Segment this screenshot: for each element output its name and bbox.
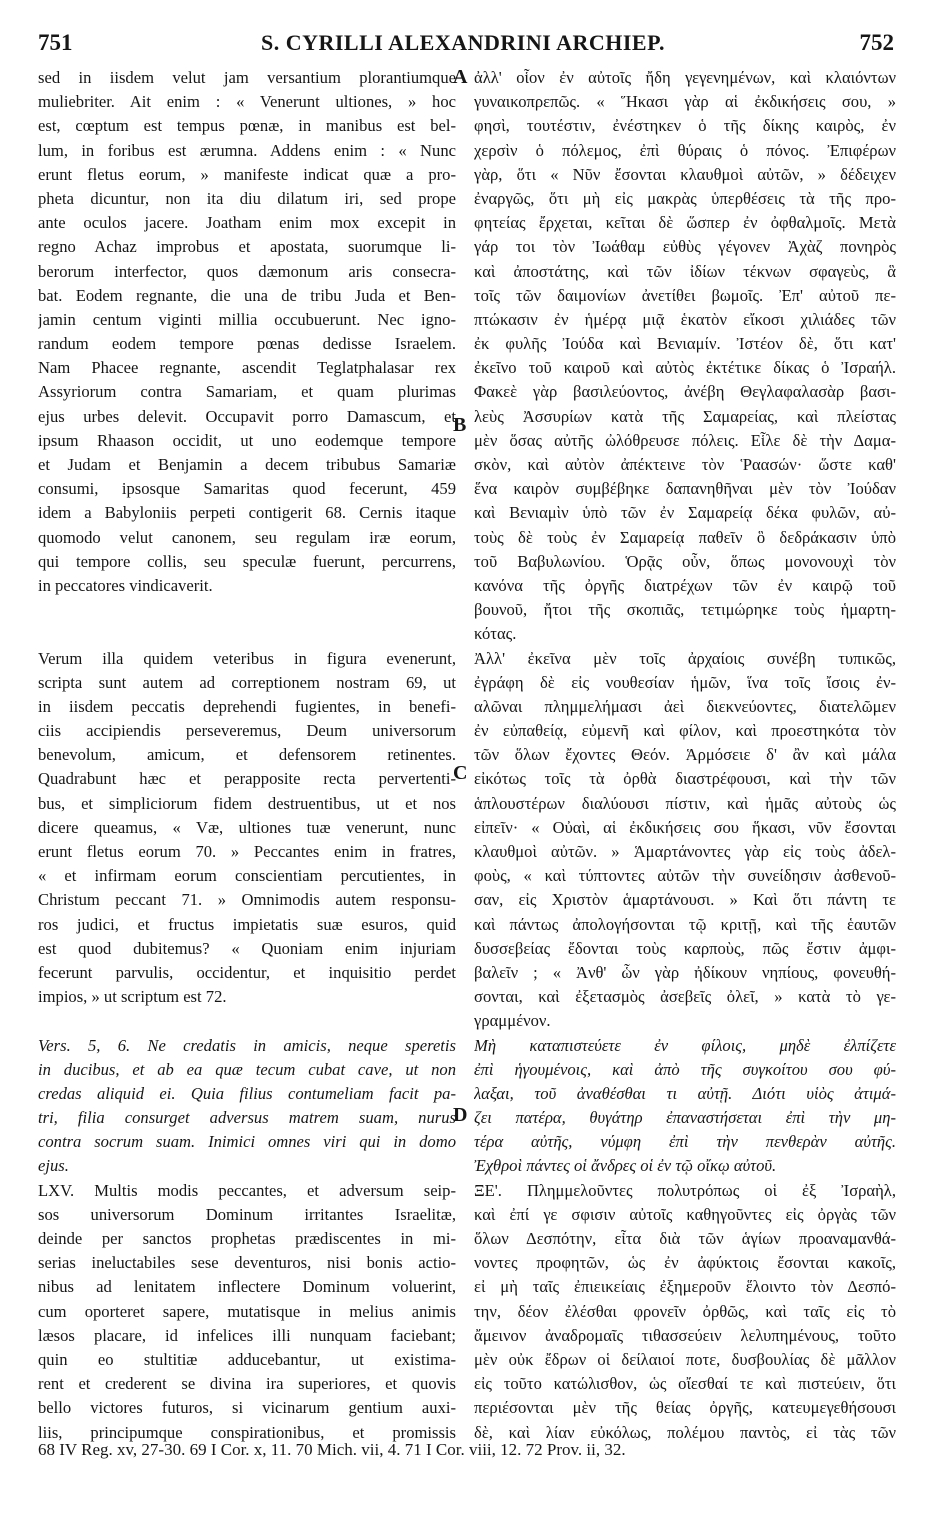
greek-text-line: ἀλλ' οἷον ἐν αὐτοῖς ἤδη γεγενημένων, καὶ κλαιόντων — [474, 68, 896, 87]
latin-text-line — [38, 622, 456, 646]
greek-text-line: εἰ μὴ ταῖς ἐπιεικείαις ἐξημεροῦν ἕλοιντο τὸν Δεσπό- — [474, 1277, 896, 1297]
margin-marker-c: C — [453, 762, 468, 784]
latin-text-line: scripta sunt autem ad correptionem nostram 69, ut — [38, 672, 456, 692]
latin-text-line: ros judici, et fructus impietatis suæ esuros, quid — [38, 914, 456, 934]
greek-text-line: γάρ τοι τὸν Ἰωάθαμ εὐθὺς γέγονεν Ἀχὰζ πονηρὸς — [474, 237, 896, 257]
greek-text-line: βουνοῦ, ἤτοι τῆς σκοπιᾶς, τετιμώρηκε τοὺς ἡμαρτη- — [474, 600, 896, 620]
margin-marker-b: B — [453, 414, 467, 436]
latin-text-line: dicere queamus, « Væ, ultiones tuæ venerunt, nunc — [38, 817, 456, 837]
greek-text-line: λαξαι, τοῦ ἀναθέσθαι τι αὐτῇ. Διότι υἱὸς ἀτιμά- — [474, 1083, 896, 1103]
latin-text-line: in peccatores vindicaverit. — [38, 575, 213, 595]
latin-text-line: Vers. 5, 6. Ne credatis in amicis, neque speretis — [38, 1035, 456, 1055]
latin-text-line: « et infirmam eorum conscientiam percutientes, in — [38, 866, 456, 886]
latin-text-line: credas aliquid ei. Quia filius contumeliam facit pa- — [38, 1083, 456, 1103]
latin-text-line: ejus urbes delevit. Occupavit porro Damascum, et — [38, 406, 456, 426]
greek-text-line: ζει πατέρα, θυγάτηρ ἐπαναστήσεται ἐπὶ τὴν μη- — [474, 1108, 896, 1128]
latin-text-line: bat. Eodem regnante, die una de tribu Juda et Ben- — [38, 285, 456, 305]
greek-text-line: εἰκότως τοῖς τὰ ὀρθὰ διαστρέφουσι, καὶ τὴν τῶν — [474, 769, 896, 789]
latin-text-line: ciis accipiendis perseveremus, Deum universorum — [38, 721, 456, 741]
greek-text-line: μὲν οὐκ ἔδρων οἱ δείλαιοί ποτε, δυσβουλίας δὲ μᾶλλον — [474, 1349, 896, 1369]
latin-text-line — [38, 598, 456, 622]
greek-text-line: αλῶναι πλημμελήμασι ἀεὶ διεκνεύοντες, διατελῶμεν — [474, 696, 896, 716]
greek-text-line: ἐκ φυλῆς Ἰούδα καὶ Βενιαμίν. Ἰστέον δὲ, ὅτι κατ' — [474, 334, 896, 354]
greek-text-line: κανόνα τῆς ὀργῆς διατρέχων τῶν ἐν καιρῷ τοῦ — [474, 575, 896, 595]
greek-text-line: Ἐχθροὶ πάντες οἱ ἄνδρες οἱ ἐν τῷ οἴκῳ αὐτοῦ. — [474, 1156, 777, 1176]
latin-text-line: est, cœptum est tempus pœnæ, in manibus est bel- — [38, 116, 456, 136]
latin-text-line: nibus ad lenitatem inflectere Dominum voluerint, — [38, 1277, 456, 1297]
greek-text-line: τοὺς δὲ τοὺς ἐν Σαμαρείᾳ παθεῖν ὃ δεδράκασιν ὑπὸ — [474, 527, 896, 547]
greek-text-line: χερσὶν ὁ πόλεμος, ἐπὶ θύραις ὁ πόνος. Ἐπιφέρων — [474, 140, 896, 160]
greek-text-line: ΞΕ'. Πλημμελοῦντες πολυτρόπως οἱ ἐξ Ἰσραὴλ, — [474, 1180, 896, 1200]
latin-text-line: fecerunt parvulis, occidentur, et inquisitio perdet — [38, 962, 456, 982]
greek-text-line: καὶ πάντως ἀπολογήσονται τῷ κριτῇ, καὶ τῆς ἑαυτῶν — [474, 914, 896, 934]
latin-text-line: tri, filia consurget adversus matrem suam, nurus — [38, 1108, 456, 1128]
latin-text-line: ante oculos jacere. Joatham enim mox excepit in — [38, 213, 456, 233]
latin-text-line: est quod dubitemus? « Quoniam enim injuriam — [38, 938, 456, 958]
latin-text-line: deinde per sanctos prophetas prædiscentes in mi- — [38, 1229, 456, 1248]
greek-text-line: τῶν ὅλων ἔχοντες Θεόν. Ἁρμόσειε δ' ἂν καὶ μάλα — [474, 745, 896, 765]
greek-text-line: καὶ ἀποστάτης, καὶ τῶν ἰδίων τέκνων σφαγεὺς, ἃ — [474, 261, 896, 281]
latin-text-line: ejus. — [38, 1156, 69, 1176]
latin-text-line: sos universorum Dominum irritantes Israelitæ, — [38, 1204, 456, 1224]
greek-text-line: ἁπλουστέρων διαλύουσι πίστιν, καὶ ἡμᾶς αὐτοὺς ὡς — [474, 793, 896, 813]
greek-text-line: κότας. — [474, 624, 517, 644]
latin-text-line: bello victores futuros, si vicinarum gentium auxi- — [38, 1398, 456, 1418]
greek-text-line: ἐναργῶς, ὅτι μὴ εἰς μακρὰς ὑπερθέσεις τὰ τῆς προ- — [474, 188, 896, 208]
greek-text-line: τοῖς τῶν δαιμονίων ἀνετίθει βωμοῖς. Ἐπ' αὐτοῦ πε- — [474, 285, 896, 305]
greek-text-line: φοὺς, « καὶ τύπτοντες αὐτῶν τὴν συνείδησιν ἀσθενοῦ- — [474, 866, 896, 886]
latin-text-line: quin eo stultitiæ adducebantur, ut existima- — [38, 1349, 456, 1369]
latin-text-line: erunt fletus eorum 70. » Peccantes enim in fratres, — [38, 842, 456, 861]
greek-text-line: τοῦ Βαβυλωνίου. Ὁρᾷς οὖν, ὅπως μονονουχὶ τὸν — [474, 551, 896, 571]
greek-text-line: σονται, καὶ ἐξετασμὸς ἀσεβεῖς ὀλεῖ, » κατὰ τὸ γε- — [474, 987, 896, 1007]
greek-text-line: νοντες προφητῶν, ὡς ἐν ἀφύκτοις ἔσονται κακοῖς, — [474, 1253, 896, 1273]
latin-text-line: bus, et simpliciorum fidem destruentibus, ut et nos — [38, 793, 456, 813]
latin-text-line: Assyriorum contra Samariam, et quam plurimas — [38, 382, 456, 402]
greek-text-line: εἰς τοῦτο κατώλισθον, ὡς οἴεσθαί τε καὶ πιστεύειν, ὅτι — [474, 1374, 896, 1394]
latin-text-line: pheta dicuntur, non ita diu dilatum iri, sed prope — [38, 188, 456, 208]
latin-text-line: læsos placare, id infelices illi nunquam faciebant; — [38, 1325, 456, 1345]
latin-text-line: serias ineluctabiles sese deventuros, nisi bonis actio- — [38, 1253, 456, 1273]
latin-text-line: erunt fletus eorum, » manifeste indicat quæ a pro- — [38, 164, 456, 184]
running-header — [0, 28, 926, 62]
greek-text-line: Φακεὲ γὰρ βασιλεύοντος, ἀνέβη Θεγλαφαλασὰρ βασι- — [474, 382, 896, 402]
latin-text-line: Quadrabunt hæc et perapposite recta pervertenti- — [38, 769, 456, 789]
latin-text-line: Verum illa quidem veteribus in figura evenerunt, — [38, 648, 456, 668]
latin-text-line: benevolum, amicum, et defensorem retinentes. — [38, 745, 456, 765]
latin-text-line: berorum interfector, quos dæmonum aris consecra- — [38, 261, 456, 281]
greek-text-line: Μὴ καταπιστεύετε ἐν φίλοις, μηδὲ ἐλπίζετε — [474, 1035, 896, 1055]
greek-text-line: ἕνα καιρὸν συμβέβηκε δαπανηθῆναι μὲν τὸν Ἰούδαν — [474, 479, 896, 499]
greek-text-line: γραμμένον. — [474, 1011, 551, 1031]
latin-text-line: lum, in foribus est ærumna. Addens enim : « Nunc — [38, 140, 456, 160]
greek-text-line: ὅλων Δεσπότην, εἶτα διὰ τῶν ἁγίων προαναμανθά- — [474, 1229, 896, 1248]
greek-text-line: ἄμεινον ἀναδρομαῖς τιθασσεύειν λελυπημένους, τοῦτο — [474, 1325, 896, 1345]
greek-text-line: δὲ, καὶ λίαν εὐκόλως, πολέμου παντὸς, εἰ τὰς τῶν — [474, 1422, 896, 1442]
latin-text-line — [38, 1009, 456, 1033]
latin-text-line: muliebriter. Ait enim : « Venerunt ultiones, » hoc — [38, 92, 456, 112]
latin-text-line: rent et crederent se divina ira superiores, et quovis — [38, 1374, 456, 1394]
latin-text-line: regno Achaz improbus et apostata, suorumque li- — [38, 237, 456, 257]
greek-text-line: ἐκεῖνο τοῦ καιροῦ καὶ αὐτὸς ἐκτέτικε δίκας ὁ Ἰσραήλ. — [474, 358, 896, 378]
greek-text-line: καὶ ἐπί γε σφισιν αὐτοῖς καθηγοῦντες εἰς ὀργὰς τῶν — [474, 1204, 896, 1224]
latin-text-line: cum oporteret sapere, mutatisque in melius animis — [38, 1301, 456, 1321]
latin-text-line: in iisdem peccatis deprehendi fugientes, in benefi- — [38, 696, 456, 716]
greek-text-line: φησὶ, τουτέστιν, ἐνέστηκεν ὁ τῆς δίκης καιρὸς, ἐν — [474, 116, 896, 136]
latin-text-line: randum eodem tempore pœnas dedisse Israelem. — [38, 334, 456, 354]
latin-text-line: contra socrum suam. Inimici omnes viri qui in domo — [38, 1132, 456, 1152]
greek-text-line: φητείας ἔρχεται, κεῖται δὲ ὥσπερ ἐν ὀφθαλμοῖς. Μετὰ — [474, 213, 896, 233]
greek-text-line: ἐπὶ ἡγουμένοις, καὶ ἀπὸ τῆς συγκοίτου σου φύ- — [474, 1059, 896, 1079]
greek-text-line: γὰρ, ὅτι « Νῦν ἔσονται κλαυθμοὶ αὐτῶν, » δέδειχεν — [474, 164, 896, 184]
greek-text-line: ἐν εὐπαθείᾳ, εὐμενῆ καὶ φίλον, καὶ προεστηκότα τὸν — [474, 721, 896, 741]
greek-text-line: σκὸν, καὶ αὐτὸν ἀπέκτεινε τὸν Ῥαασών· ὥστε καθ' — [474, 455, 896, 474]
greek-text-line: καὶ Βενιαμὶν ὑπὸ τῶν ἐν Σαμαρείᾳ δέκα φυλῶν, αὐ- — [474, 503, 896, 523]
greek-text-line: εἰπεῖν· « Οὐαὶ, αἱ ἐκδικήσεις σου ἥκασι, νῦν ἔσονται — [474, 817, 896, 837]
latin-text-line: LXV. Multis modis peccantes, et adversum seip- — [38, 1180, 456, 1200]
latin-text-line: idem a Babyloniis perpeti contigerit 68. Cernis itaque — [38, 503, 456, 523]
latin-text-line: consumi, ipsosque Samaritas quod fecerunt, 459 — [38, 479, 456, 499]
footnotes: 68 IV Reg. xv, 27-30. 69 I Cor. x, 11. 70 Mich. vii, 4. 71 I Cor. viii, 12. 72 Prov. ii, 32. — [38, 1440, 626, 1459]
greek-text-line: την, δέον ἐλέσθαι φρονεῖν ὀρθῶς, καὶ ταῖς εἰς τὸ — [474, 1301, 896, 1321]
greek-text-line: κλαυθμοὶ αὐτῶν. » Ἁμαρτάνοντες γὰρ εἰς τοὺς ἀδελ- — [474, 842, 896, 861]
latin-text-line: ipsum Rhaason occidit, ut uno eodemque tempore — [38, 430, 456, 450]
greek-text-line: ἐγράφη δὲ εἰς νουθεσίαν ἡμῶν, ἵνα τοῖς ἴσοις ἐν- — [474, 672, 896, 692]
latin-text-line: in ducibus, et ab ea quæ tecum cubat cave, ut non — [38, 1059, 456, 1079]
latin-text-line: liis, principumque conspirationibus, et promissis — [38, 1422, 456, 1442]
greek-text-line: Ἀλλ' ἐκεῖνα μὲν τοῖς ἀρχαίοις συνέβη τυπικῶς, — [474, 648, 896, 668]
greek-text-line: τέρα αὐτῆς, νύμφη ἐπὶ τὴν πενθερὰν αὐτῆς. — [474, 1132, 896, 1152]
latin-text-line: impios, » ut scriptum est 72. — [38, 987, 227, 1007]
page-number-right: 752 — [859, 30, 894, 55]
greek-text-line: γυναικοπρεπῶς. « Ἥκασι γὰρ αἱ ἐκδικήσεις σου, » — [474, 92, 896, 112]
greek-column — [474, 66, 896, 1445]
latin-text-line: Nam Phacee regnante, ascendit Teglatphalasar rex — [38, 358, 456, 378]
latin-text-line: Christum peccant 71. » Omnimodis autem responsu- — [38, 890, 456, 910]
greek-text-line: δυσσεβείας ἔδονται τοὺς καρποὺς, πῶς ἔστιν ἀμφι- — [474, 938, 896, 958]
greek-text-line: σαν, εἰς Χριστὸν ἁμαρτάνουσι. » Καὶ ὅτι πάντη τε — [474, 890, 896, 910]
latin-column — [38, 66, 456, 1445]
greek-text-line: πτώκασιν ἐν ἡμέρᾳ μιᾷ ἑκατὸν εἴκοσι χιλιάδες τῶν — [474, 309, 896, 329]
latin-text-line: sed in iisdem velut jam versantium plorantiumque — [38, 68, 456, 87]
page-number-left: 751 — [38, 30, 73, 55]
latin-text-line: et Judam et Benjamin a decem tribubus Samariæ — [38, 455, 456, 474]
latin-text-line: jamin centum viginti millia occubuerunt. Nec igno- — [38, 309, 456, 329]
greek-text-line: μὲν ὅσας αὐτῆς ὠλόθρευσε πόλεις. Εἷλε δὲ τὴν Δαμα- — [474, 430, 896, 450]
margin-marker-a: A — [453, 66, 468, 88]
latin-text-line: quomodo velut canonem, seu regulam iræ eorum, — [38, 527, 456, 547]
latin-text-line: qui tempore collis, seu speculæ fuerunt, percurrens, — [38, 551, 456, 571]
greek-text-line: λεὺς Ἀσσυρίων κατὰ τῆς Σαμαρείας, καὶ πλείστας — [474, 406, 896, 426]
greek-text-line: περιέσονται μὲν τῆς θείας ὀργῆς, κατευμεγεθήσουσι — [474, 1398, 896, 1418]
greek-text-line: βαλεῖν ; « Ἀνθ' ὧν γὰρ ἠδίκουν νηπίους, φονευθή- — [474, 962, 896, 982]
running-title: S. CYRILLI ALEXANDRINI ARCHIEP. — [260, 30, 666, 55]
margin-marker-d: D — [453, 1104, 468, 1126]
